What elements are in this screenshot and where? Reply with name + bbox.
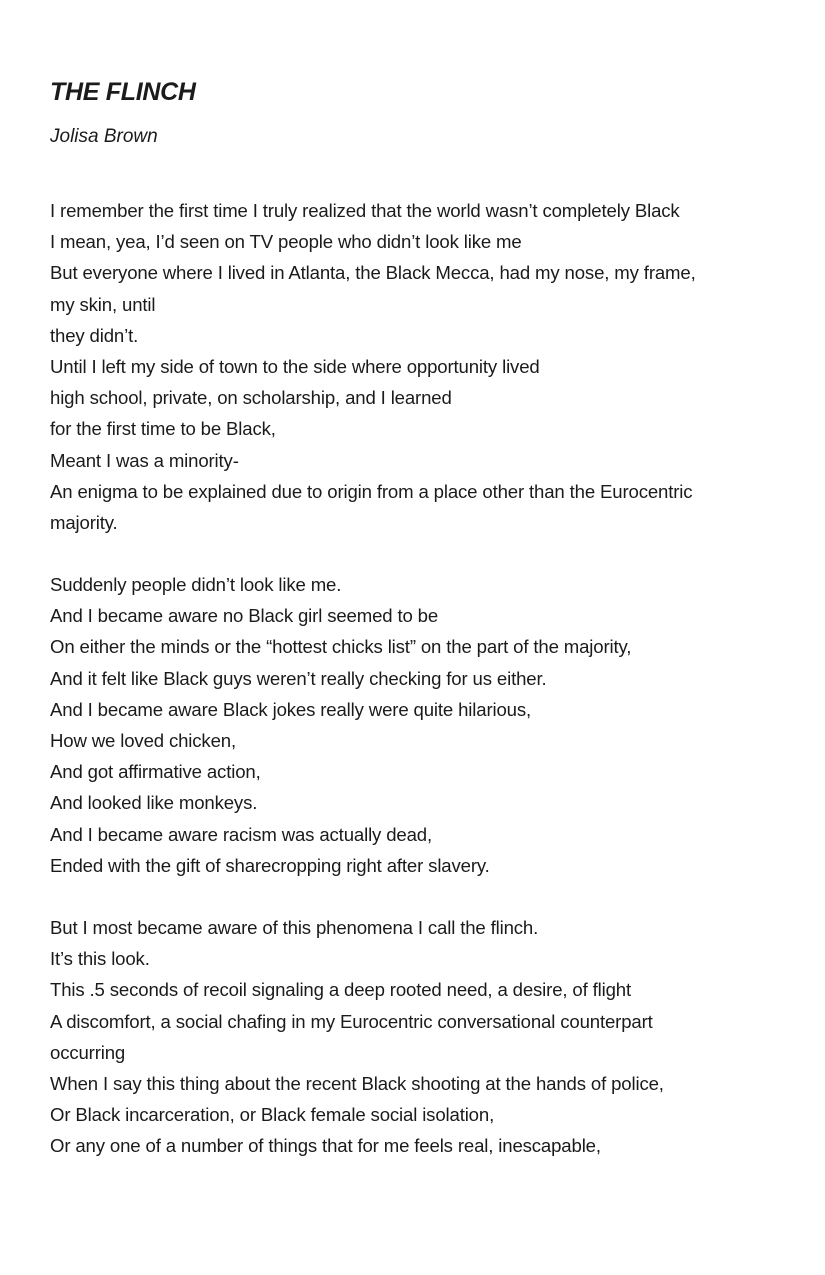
poem-line: Until I left my side of town to the side where opportunity lived bbox=[50, 355, 540, 377]
poem-line: And I became aware no Black girl seemed to be bbox=[50, 605, 439, 627]
poem-line: And got affirmative action, bbox=[50, 761, 261, 783]
poem-line: Suddenly people didn’t look like me. bbox=[50, 574, 342, 595]
poem-line: Meant I was a minority- bbox=[50, 449, 239, 471]
poem-line: And I became aware racism was actually dead, bbox=[50, 823, 432, 845]
poem-line: And looked like monkeys. bbox=[50, 792, 258, 814]
poem-line: Or any one of a number of things that for me feels real, inescapable, bbox=[50, 1135, 601, 1157]
poem-line: Or Black incarceration, or Black female social isolation, bbox=[50, 1104, 495, 1126]
poem-line: But I most became aware of this phenomena I call the flinch. bbox=[50, 917, 539, 938]
stanza bbox=[50, 569, 790, 881]
poem-line: When I say this thing about the recent Black shooting at the hands of police, bbox=[50, 1072, 664, 1094]
poem-line: Ended with the gift of sharecropping right after slavery. bbox=[50, 854, 490, 876]
poem-line: high school, private, on scholarship, and I learned bbox=[50, 387, 452, 409]
poem-line: But everyone where I lived in Atlanta, the Black Mecca, had my nose, my frame, bbox=[50, 262, 696, 284]
poem-line: for the first time to be Black, bbox=[50, 418, 276, 440]
poem-line: And I became aware Black jokes really were quite hilarious, bbox=[50, 698, 532, 720]
poem-title: THE FLINCH bbox=[50, 78, 196, 106]
poem-line: I mean, yea, I’d seen on TV people who didn’t look like me bbox=[50, 231, 522, 253]
poem-line: my skin, until bbox=[50, 293, 156, 315]
poem-line: A discomfort, a social chafing in my Eurocentric conversational counterpart bbox=[50, 1010, 653, 1032]
poem-author: Jolisa Brown bbox=[50, 126, 158, 147]
poem-line: majority. bbox=[50, 511, 118, 533]
stanza bbox=[50, 195, 790, 538]
poem-line: An enigma to be explained due to origin from a place other than the Eurocentric bbox=[50, 480, 693, 502]
stanza bbox=[50, 912, 790, 1162]
poem-line: On either the minds or the “hottest chicks list” on the part of the majority, bbox=[50, 636, 632, 658]
poem-line: I remember the first time I truly realized that the world wasn’t completely Black bbox=[50, 200, 680, 221]
poem-line: they didn’t. bbox=[50, 324, 139, 346]
poem-line: It’s this look. bbox=[50, 948, 150, 970]
poem-line: And it felt like Black guys weren’t really checking for us either. bbox=[50, 667, 547, 689]
poem-line: occurring bbox=[50, 1041, 126, 1063]
poem-line: This .5 seconds of recoil signaling a deep rooted need, a desire, of flight bbox=[50, 979, 632, 1001]
poem-line: How we loved chicken, bbox=[50, 729, 236, 751]
